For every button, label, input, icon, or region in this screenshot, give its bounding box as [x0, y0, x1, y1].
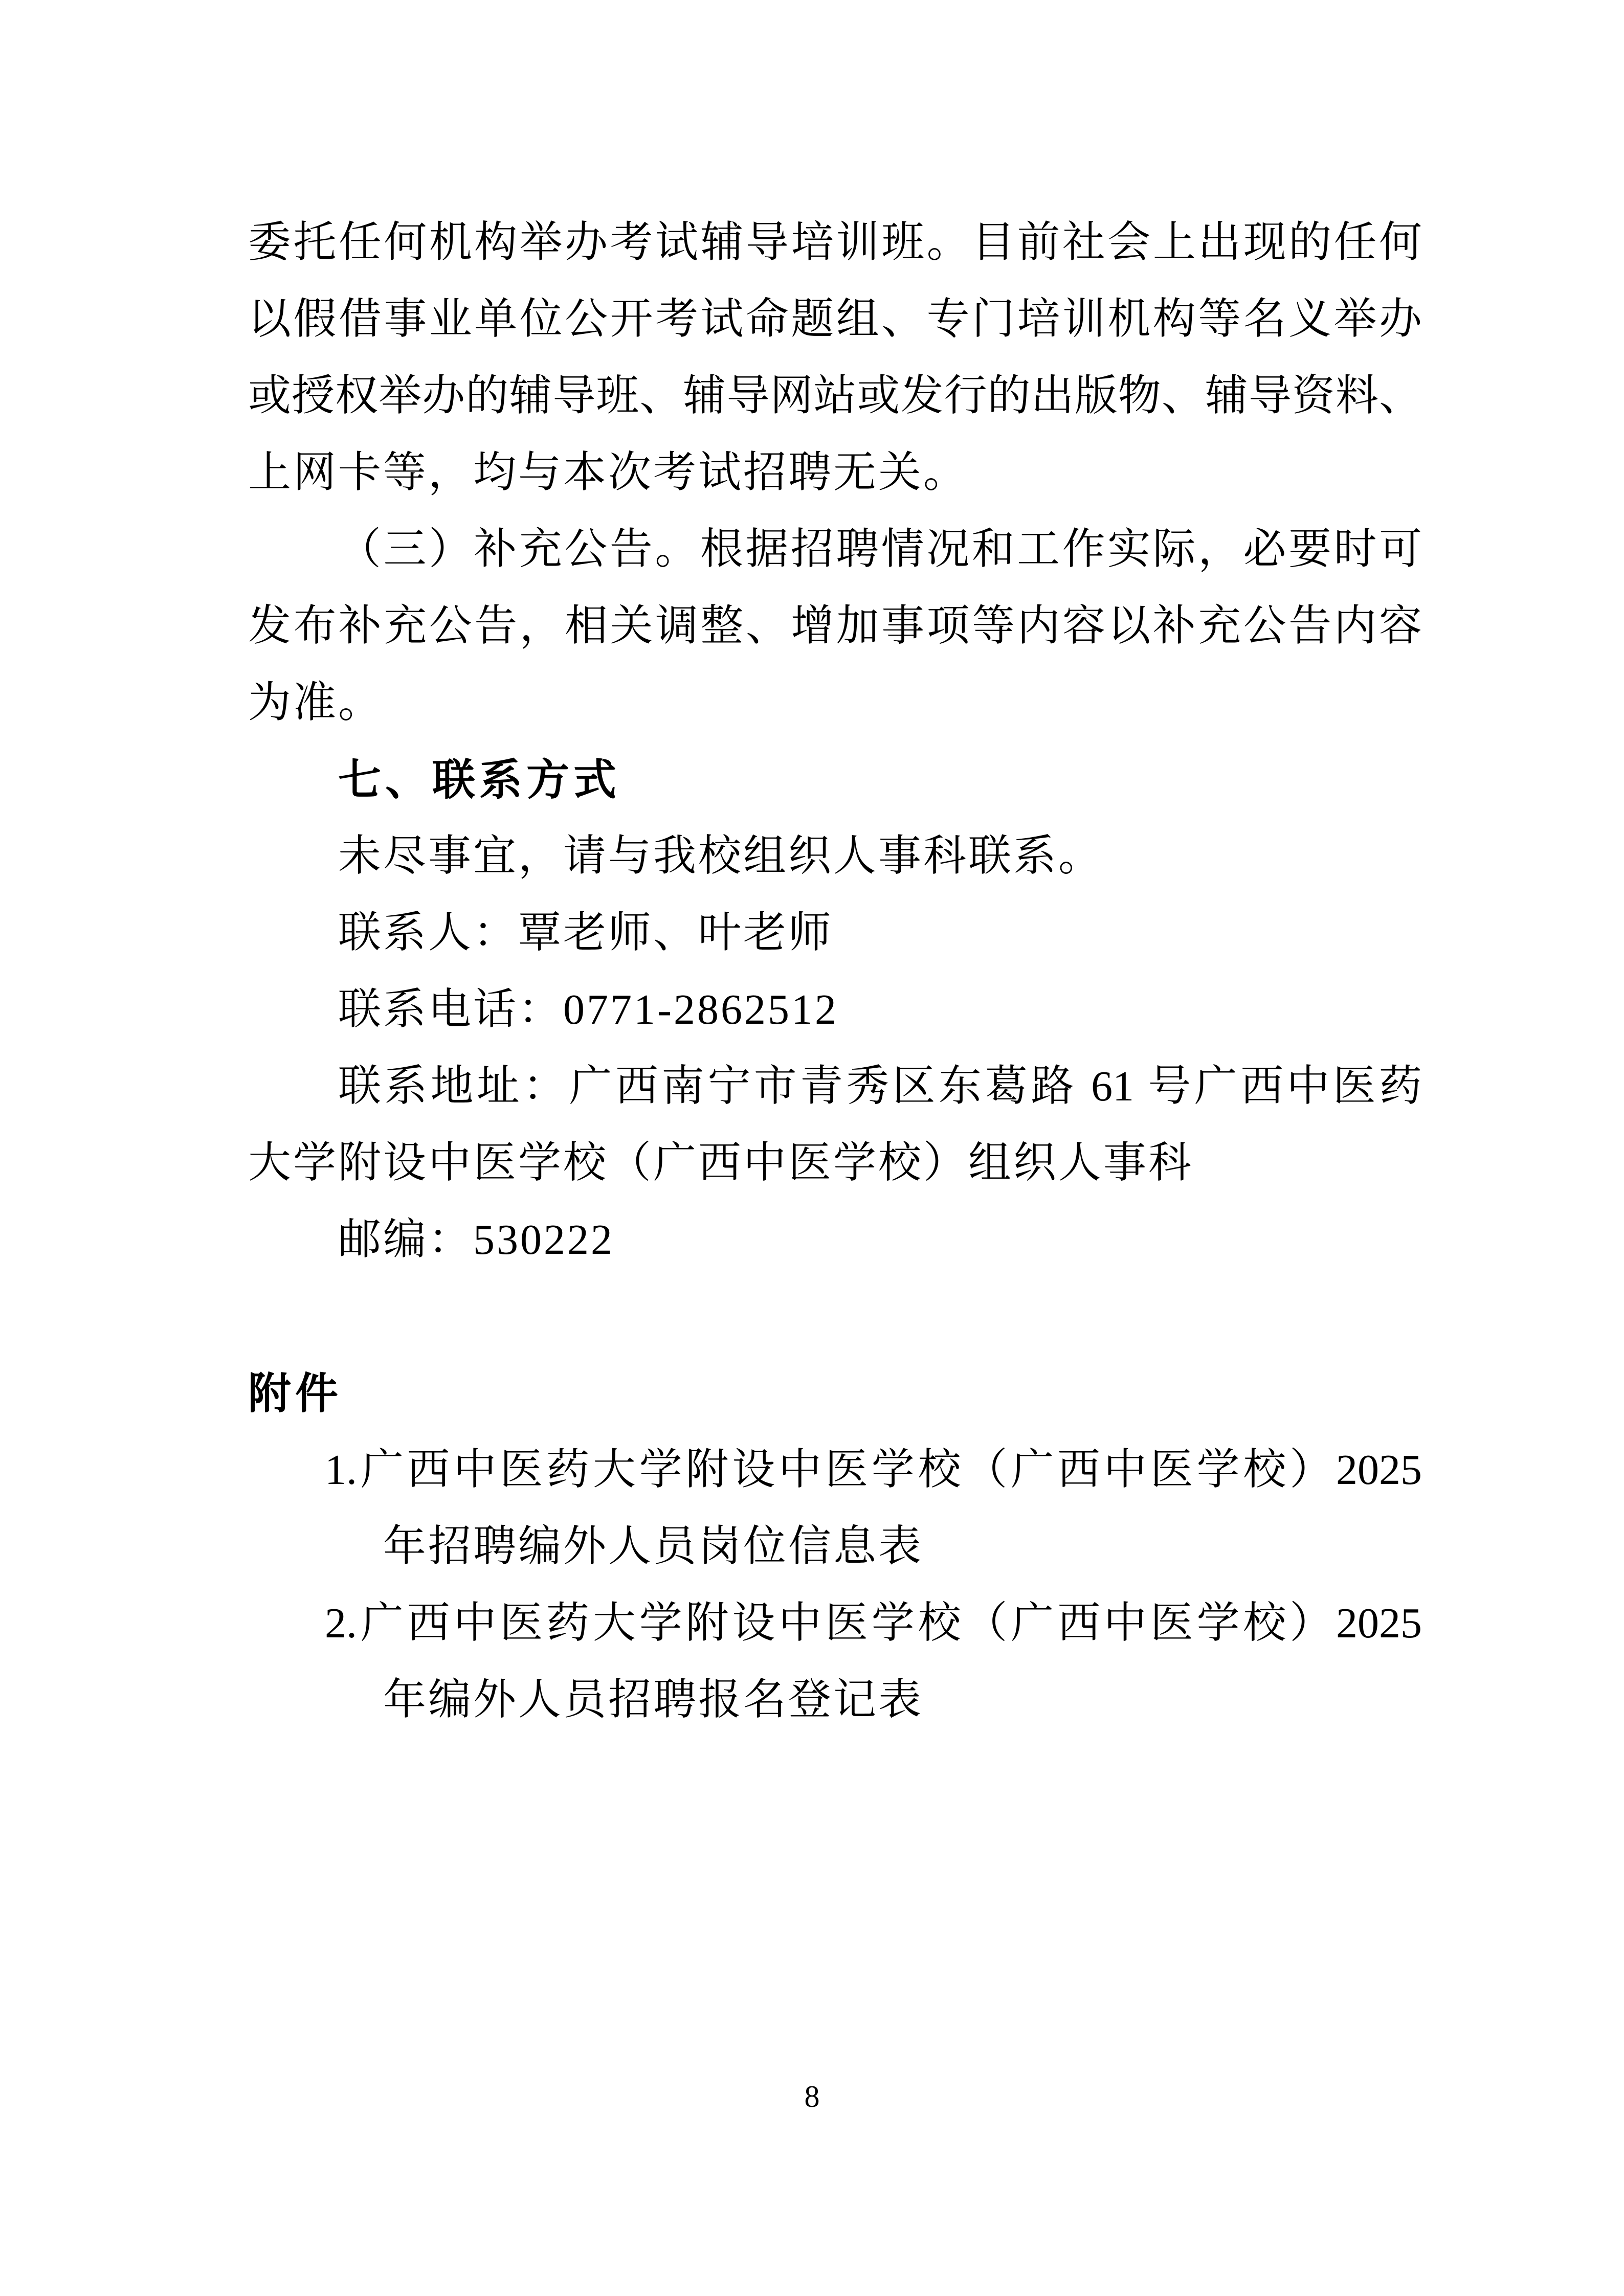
attachment-item-2-line-2: 年编外人员招聘报名登记表: [383, 1676, 924, 1724]
exam-notice-line-4: 上网卡等，均与本次考试招聘无关。: [248, 449, 969, 497]
attachments-heading: 附件: [248, 1369, 343, 1417]
document-content: [248, 205, 1422, 1739]
page-number: 8: [804, 2080, 820, 2113]
exam-notice-line-3: 或授权举办的辅导班、辅导网站或发行的出版物、辅导资料、: [248, 372, 1422, 420]
contact-address-line-1: 联系地址：广西南宁市青秀区东葛路 61 号广西中医药: [338, 1063, 1422, 1110]
supplement-notice-line-3: 为准。: [248, 679, 384, 727]
contact-intro-line: 未尽事宜，请与我校组织人事科联系。: [338, 832, 1104, 880]
attachment-item-1-line-1: 1.广西中医药大学附设中医学校（广西中医学校）2025: [325, 1446, 1422, 1494]
contact-section-heading: 七、联系方式: [338, 756, 621, 804]
attachment-item-1-line-2: 年招聘编外人员岗位信息表: [383, 1523, 924, 1570]
contact-phone-line: 联系电话：0771-2862512: [338, 986, 838, 1033]
contact-postcode-line: 邮编：530222: [338, 1216, 615, 1264]
supplement-notice-line-2: 发布补充公告，相关调整、增加事项等内容以补充公告内容: [248, 602, 1422, 650]
supplement-notice-line-1: （三）补充公告。根据招聘情况和工作实际，必要时可: [338, 526, 1422, 573]
blank-line: [248, 1278, 1422, 1355]
contact-person-line: 联系人：覃老师、叶老师: [338, 909, 834, 957]
exam-notice-line-1: 委托任何机构举办考试辅导培训班。目前社会上出现的任何: [248, 219, 1422, 266]
attachment-item-2-line-1: 2.广西中医药大学附设中医学校（广西中医学校）2025: [325, 1600, 1422, 1647]
exam-notice-line-2: 以假借事业单位公开考试命题组、专门培训机构等名义举办: [248, 296, 1422, 343]
contact-address-line-2: 大学附设中医学校（广西中医学校）组织人事科: [248, 1139, 1194, 1187]
